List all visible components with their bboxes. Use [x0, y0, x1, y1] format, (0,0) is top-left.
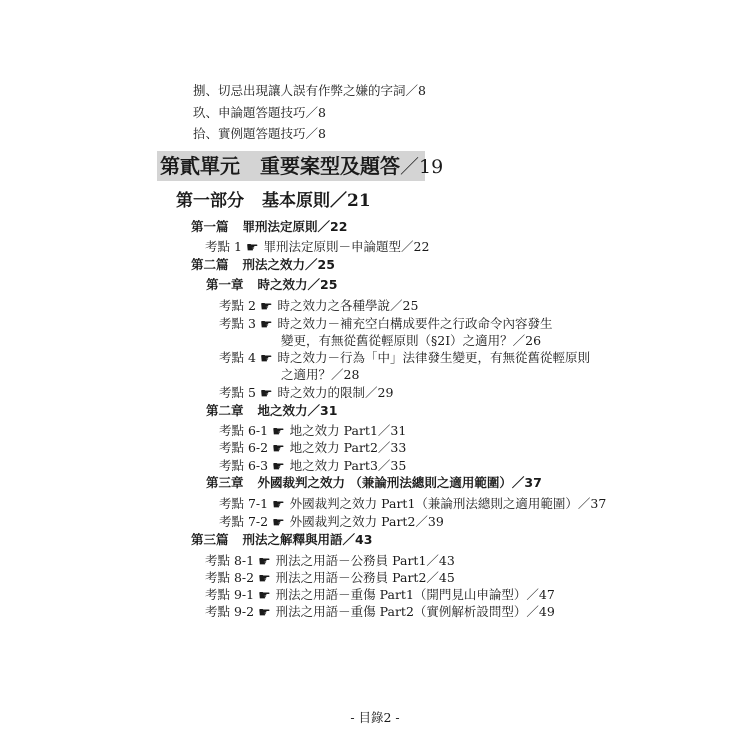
kaodian-7-1 [219, 496, 606, 512]
kaodian-1 [205, 239, 429, 255]
kaodian-9-2 [205, 604, 555, 620]
unit-title: 重要案型及題答 [260, 154, 400, 178]
part-label: 第一部分 [176, 191, 244, 211]
unit-heading [157, 151, 444, 181]
pointing-hand-icon: ☛ [272, 497, 285, 513]
kaodian-8-1 [205, 553, 455, 569]
kaodian-text: 地之效力 Part3／35 [289, 458, 407, 473]
kaodian-5 [219, 385, 393, 401]
pointing-hand-icon: ☛ [272, 424, 285, 440]
kaodian-text: 地之效力 Part2／33 [289, 440, 407, 455]
kaodian-label: 考點 1 [205, 239, 242, 254]
kaodian-label: 考點 2 [219, 298, 256, 313]
kaodian-label: 考點 7-2 [219, 514, 269, 529]
toc-item-8: 捌、切忌出現讓人誤有作弊之嫌的字詞／8 [193, 83, 426, 98]
pointing-hand-icon: ☛ [259, 351, 273, 367]
chapter-2 [206, 403, 337, 419]
pointing-hand-icon: ☛ [272, 441, 285, 457]
kaodian-4-cont: 之適用？／28 [281, 367, 360, 382]
kaodian-6-2 [219, 440, 406, 456]
kaodian-text: 外國裁判之效力 Part1（兼論刑法總則之適用範圍）／37 [289, 496, 607, 511]
pian-1 [191, 219, 347, 235]
kaodian-text: 地之效力 Part1／31 [289, 423, 407, 438]
kaodian-label: 考點 7-1 [219, 496, 269, 511]
chapter-3 [206, 475, 542, 491]
kaodian-label: 考點 8-2 [205, 570, 255, 585]
kaodian-text: 時之效力－行為「中」法律發生變更，有無從舊從輕原則 [277, 350, 591, 365]
kaodian-label: 考點 9-2 [205, 604, 255, 619]
pointing-hand-icon: ☛ [258, 554, 271, 570]
pian-label: 第一篇 [191, 219, 229, 234]
kaodian-text: 刑法之用語－公務員 Part2／45 [275, 570, 455, 585]
kaodian-text: 時之效力之各種學說／25 [277, 298, 419, 313]
kaodian-text: 罪刑法定原則－申論題型／22 [263, 239, 430, 254]
kaodian-2 [219, 298, 418, 314]
kaodian-6-3 [219, 458, 406, 474]
pointing-hand-icon: ☛ [245, 240, 259, 256]
kaodian-3-cont: 變更，有無從舊從輕原則（§2Ⅰ）之適用？／26 [281, 333, 542, 348]
chapter-label: 第二章 [206, 403, 244, 418]
kaodian-text: 外國裁判之效力 Part2／39 [289, 514, 444, 529]
pian-label: 第三篇 [191, 532, 229, 547]
kaodian-text: 時之效力的限制／29 [277, 385, 394, 400]
unit-page: ／19 [400, 156, 444, 178]
pointing-hand-icon: ☛ [258, 588, 271, 604]
kaodian-label: 考點 6-2 [219, 440, 269, 455]
kaodian-7-2 [219, 514, 444, 530]
pian-3 [191, 532, 372, 548]
pian-2 [191, 257, 335, 273]
kaodian-6-1 [219, 423, 406, 439]
pian-title: 刑法之解釋與用語／43 [242, 532, 373, 547]
kaodian-3 [219, 316, 553, 332]
kaodian-4 [219, 350, 590, 366]
pointing-hand-icon: ☛ [259, 299, 273, 315]
pointing-hand-icon: ☛ [259, 386, 273, 402]
part-page: ／21 [330, 191, 371, 211]
kaodian-text: 刑法之用語－重傷 Part2（實例解析設問型）／49 [275, 604, 555, 619]
kaodian-text: 刑法之用語－重傷 Part1（開門見山申論型）／47 [275, 587, 555, 602]
kaodian-8-2 [205, 570, 455, 586]
pointing-hand-icon: ☛ [258, 605, 271, 621]
kaodian-label: 考點 9-1 [205, 587, 255, 602]
unit-label: 第貳單元 [160, 154, 240, 178]
pian-label: 第二篇 [191, 257, 229, 272]
page-footer: - 目錄2 - [350, 710, 400, 725]
pian-title: 罪刑法定原則／22 [242, 219, 348, 234]
pointing-hand-icon: ☛ [258, 571, 271, 587]
kaodian-label: 考點 5 [219, 385, 256, 400]
kaodian-9-1 [205, 587, 555, 603]
toc-item-9: 玖、申論題答題技巧／8 [193, 105, 326, 120]
chapter-title: 外國裁判之效力 （兼論刑法總則之適用範圍）／37 [257, 475, 542, 490]
chapter-title: 地之效力／31 [257, 403, 338, 418]
kaodian-label: 考點 8-1 [205, 553, 255, 568]
chapter-label: 第三章 [206, 475, 244, 490]
pointing-hand-icon: ☛ [272, 459, 285, 475]
kaodian-text: 刑法之用語－公務員 Part1／43 [275, 553, 455, 568]
kaodian-label: 考點 6-1 [219, 423, 269, 438]
pointing-hand-icon: ☛ [272, 515, 285, 531]
kaodian-label: 考點 4 [219, 350, 256, 365]
chapter-1 [206, 277, 337, 293]
toc-item-10: 拾、實例題答題技巧／8 [193, 126, 326, 141]
chapter-label: 第一章 [206, 277, 244, 292]
part-heading [176, 190, 371, 212]
chapter-title: 時之效力／25 [257, 277, 338, 292]
pointing-hand-icon: ☛ [259, 317, 273, 333]
pian-title: 刑法之效力／25 [242, 257, 335, 272]
kaodian-text: 時之效力－補充空白構成要件之行政命令內容發生 [277, 316, 553, 331]
kaodian-label: 考點 6-3 [219, 458, 269, 473]
part-title: 基本原則 [262, 191, 330, 211]
kaodian-label: 考點 3 [219, 316, 256, 331]
